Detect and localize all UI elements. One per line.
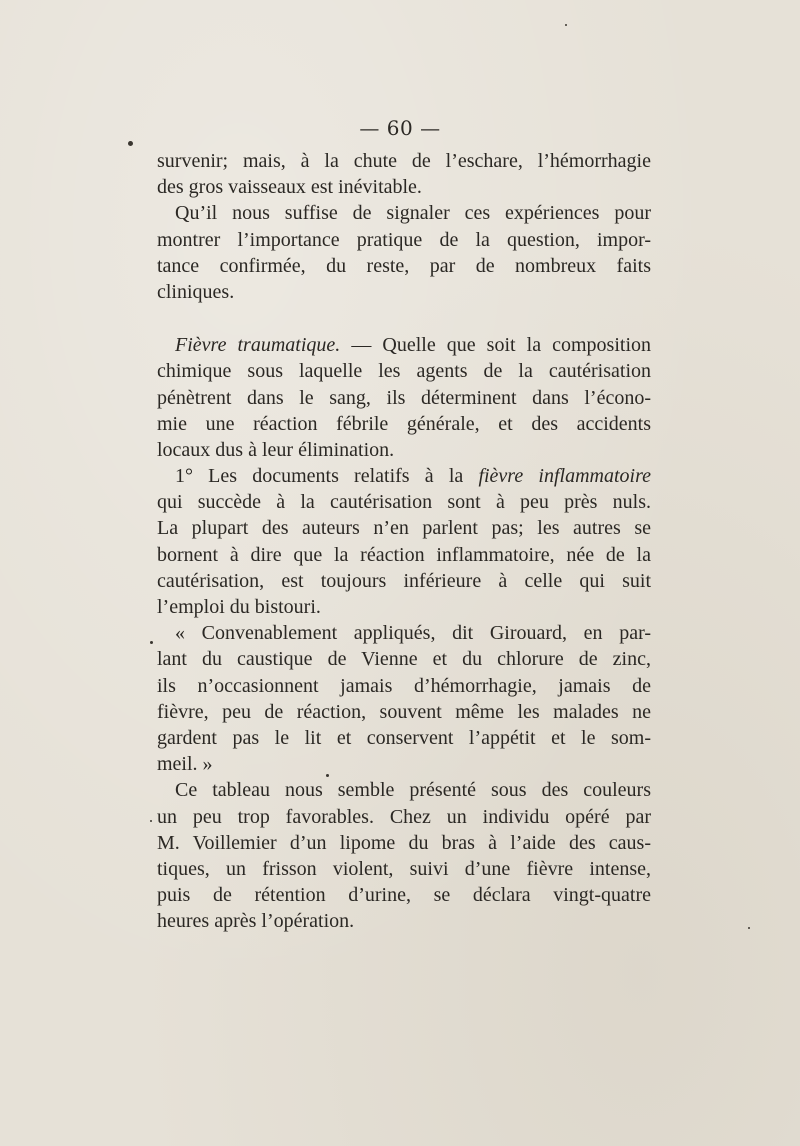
line-text: puis de rétention d’urine, se déclara vingt-quatre xyxy=(157,884,651,907)
text-line xyxy=(157,699,651,725)
text-line xyxy=(157,568,651,594)
text-line xyxy=(157,358,651,384)
line-text: cautérisation, est toujours inférieure à celle qui suit xyxy=(157,569,651,592)
line-text: montrer l’importance pratique de la question, impor- xyxy=(157,228,651,251)
line-text: cliniques. xyxy=(157,280,235,303)
line-text: tance confirmée, du reste, par de nombreux faits xyxy=(157,254,651,277)
text-line xyxy=(157,777,651,803)
line-text: tiques, un frisson violent, suivi d’une fièvre intense, xyxy=(157,857,651,880)
text-line xyxy=(157,542,651,568)
text-line xyxy=(157,620,651,646)
text-line xyxy=(157,174,651,200)
line-text: locaux dus à leur élimination. xyxy=(157,438,395,461)
body-text xyxy=(157,148,651,934)
line-text: pénètrent dans le sang, ils déterminent dans l’écono- xyxy=(157,386,651,409)
text-line xyxy=(157,148,651,174)
italic-heading: Fièvre traumatique. xyxy=(175,334,341,357)
line-text: bornent à dire que la réaction inflammatoire, née de la xyxy=(157,543,651,566)
line-text: La plupart des auteurs n’en parlent pas; les autres se xyxy=(157,517,651,540)
ink-speck xyxy=(150,820,152,822)
text-line xyxy=(157,751,651,777)
line-text: chimique sous laquelle les agents de la cautérisation xyxy=(157,360,651,383)
line-text: qui succède à la cautérisation sont à peu près nuls. xyxy=(157,491,651,514)
text-line xyxy=(157,908,651,934)
text-line xyxy=(157,279,651,305)
text-line xyxy=(157,804,651,830)
ink-speck xyxy=(128,141,133,146)
text-line xyxy=(157,830,651,856)
line-text: fièvre, peu de réaction, souvent même les malades ne xyxy=(157,700,651,723)
line-text: ils n’occasionnent jamais d’hémorrhagie, jamais de xyxy=(157,674,651,697)
line-text: M. Voillemier d’un lipome du bras à l’aide des caus- xyxy=(157,831,651,854)
text-line xyxy=(157,437,651,463)
line-text: un peu trop favorables. Chez un individu opéré par xyxy=(157,805,651,828)
line-text: meil. » xyxy=(157,753,213,776)
line-text: heures après l’opération. xyxy=(157,910,355,933)
text-line xyxy=(157,856,651,882)
text-line xyxy=(157,515,651,541)
ink-speck xyxy=(326,774,329,777)
text-line xyxy=(157,253,651,279)
line-text: des gros vaisseaux est inévitable. xyxy=(157,176,422,199)
text-line xyxy=(157,200,651,226)
text-line xyxy=(157,725,651,751)
line-text: mie une réaction fébrile générale, et des accidents xyxy=(157,412,651,435)
ink-speck xyxy=(565,24,567,26)
text-line xyxy=(157,227,651,253)
text-line xyxy=(157,332,651,358)
text-line xyxy=(157,411,651,437)
line-text: — Quelle que soit la composition xyxy=(340,334,652,357)
text-line xyxy=(157,489,651,515)
text-line xyxy=(157,463,651,489)
line-text: Ce tableau nous semble présenté sous des couleurs xyxy=(175,779,651,802)
line-text: l’emploi du bistouri. xyxy=(157,596,321,618)
line-text: survenir; mais, à la chute de l’eschare, l’hémorrhagie xyxy=(157,150,651,172)
page-number: — 60 — xyxy=(359,116,441,140)
line-text: lant du caustique de Vienne et du chlorure de zinc, xyxy=(157,648,651,671)
text-line xyxy=(157,594,651,620)
text-line xyxy=(157,385,651,411)
line-text: Qu’il nous suffise de signaler ces expériences pour xyxy=(175,202,651,225)
text-line xyxy=(157,673,651,699)
ink-speck xyxy=(748,927,750,929)
line-text: 1° Les documents relatifs à la xyxy=(175,465,479,488)
paragraph-gap xyxy=(157,305,651,332)
italic-term: fièvre inflammatoire xyxy=(478,465,651,488)
ink-speck xyxy=(150,641,153,644)
line-text: « Convenablement appliqués, dit Girouard, en par- xyxy=(175,622,651,645)
text-line xyxy=(157,882,651,908)
line-text: gardent pas le lit et conservent l’appétit et le som- xyxy=(157,726,651,749)
text-line xyxy=(157,646,651,672)
